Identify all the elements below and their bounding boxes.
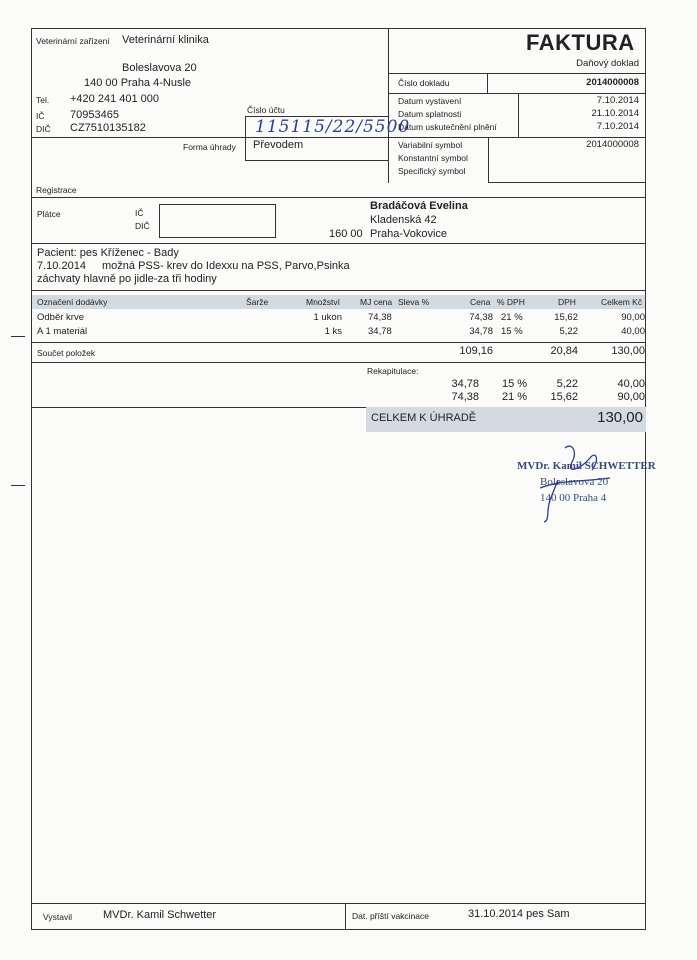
punch-mark: [11, 336, 25, 337]
item-price: 74,38: [469, 312, 493, 323]
supplier-name: Veterinární klinika: [122, 34, 209, 46]
item-total: 90,00: [621, 312, 645, 323]
grand-total-label: CELKEM K ÚHRADĚ: [371, 412, 477, 424]
item-price: 34,78: [469, 326, 493, 337]
const-symbol-label: Konstantní symbol: [398, 153, 468, 163]
item-name: Odběr krve: [37, 312, 84, 323]
line: [388, 93, 646, 94]
patient-line2: možná PSS- krev do Idexxu na PSS, Parvo,Psinka: [102, 260, 350, 272]
recap-vat-pct: 21 %: [502, 391, 528, 403]
payer-street: Kladenská 42: [370, 214, 437, 226]
line: [487, 73, 488, 93]
payment-label: Forma úhrady: [183, 142, 236, 152]
grand-total-value: 130,00: [597, 409, 643, 426]
account-label: Číslo účtu: [247, 105, 285, 115]
recap-total: 90,00: [617, 391, 645, 403]
line: [245, 116, 246, 160]
line: [31, 197, 646, 198]
payment-value: Převodem: [253, 139, 304, 151]
col-name: Označení dodávky: [37, 297, 108, 307]
line: [345, 903, 346, 930]
item-unit-price: 74,38: [368, 312, 392, 323]
account-handwritten: 115115/22/5500: [255, 117, 411, 137]
dic-label: DIČ: [36, 124, 51, 134]
doc-number: 2014000008: [586, 77, 639, 88]
supplier-street: Boleslavova 20: [122, 62, 197, 74]
line: [31, 362, 646, 363]
tel-value: +420 241 401 000: [70, 93, 160, 105]
invoice-title: FAKTURA: [526, 30, 635, 55]
taxable-date: 7.10.2014: [596, 121, 639, 132]
supplier-city: 140 00 Praha 4-Nusle: [84, 77, 192, 89]
recap-total: 40,00: [617, 378, 645, 390]
header-divider: [388, 28, 389, 183]
due-date: 21.10.2014: [591, 108, 639, 119]
issued-by: MVDr. Kamil Schwetter: [103, 909, 217, 921]
payer-city: Praha-Vokovice: [370, 228, 448, 240]
registration-label: Registrace: [36, 185, 77, 195]
col-qty: Množství: [306, 297, 341, 307]
recap-vat: 15,62: [550, 391, 578, 403]
recap-price: 34,78: [451, 378, 479, 390]
line: [388, 73, 646, 74]
item-vat-pct: 21 %: [501, 312, 523, 323]
col-batch: Šarže: [246, 297, 269, 307]
spec-symbol-label: Specifický symbol: [398, 166, 466, 176]
payer-dic-label: DIČ: [135, 221, 150, 231]
col-unit-price: MJ cena: [360, 297, 393, 307]
sum-price: 109,16: [459, 345, 493, 357]
sum-total: 130,00: [611, 345, 645, 357]
payer-id-box: [159, 204, 276, 238]
ic-value: 70953465: [70, 109, 119, 121]
ic-label: IČ: [36, 111, 45, 121]
patient-line1: Pacient: pes Kříženec - Bady: [37, 247, 179, 259]
line: [31, 342, 646, 343]
due-label: Datum splatnosti: [398, 109, 462, 119]
supplier-label: Veterinární zařízení: [36, 36, 110, 46]
item-vat: 15,62: [554, 312, 578, 323]
line: [31, 290, 646, 291]
line: [31, 137, 646, 138]
col-total: Celkem Kč: [601, 297, 643, 307]
dic-value: CZ7510135182: [70, 122, 146, 134]
sum-vat: 20,84: [550, 345, 578, 357]
col-discount: Sleva %: [398, 297, 430, 307]
punch-mark: [11, 485, 25, 486]
recap-label: Rekapitulace:: [367, 366, 419, 376]
var-symbol: 2014000008: [586, 139, 639, 150]
item-vat: 5,22: [559, 326, 578, 337]
item-vat-pct: 15 %: [501, 326, 523, 337]
stamp-line2: Boleslavova 20: [540, 476, 609, 488]
line: [488, 137, 489, 183]
recap-vat-pct: 15 %: [502, 378, 528, 390]
payer-label: Plátce: [37, 209, 61, 219]
col-price: Cena: [470, 297, 491, 307]
item-qty: 1 ks: [324, 326, 342, 337]
issue-label: Datum vystavení: [398, 96, 462, 106]
tel-label: Tel.: [36, 95, 50, 105]
doc-number-label: Číslo dokladu: [398, 78, 450, 88]
next-vacc-label: Dat. příští vakcinace: [352, 911, 430, 921]
line: [488, 182, 646, 183]
item-unit-price: 34,78: [368, 326, 392, 337]
payer-ic-label: IČ: [135, 208, 144, 218]
taxable-label: Datum uskutečnění plnění: [398, 122, 497, 132]
line: [245, 160, 388, 161]
item-name: A 1 materiál: [37, 326, 88, 337]
invoice-subtitle: Daňový doklad: [576, 58, 639, 69]
var-symbol-label: Variabilní symbol: [398, 140, 463, 150]
patient-date: 7.10.2014: [37, 260, 86, 272]
line: [31, 243, 646, 244]
stamp-line1: MVDr. Kamil SCHWETTER: [517, 460, 656, 472]
signature-icon: [520, 440, 630, 525]
issue-date: 7.10.2014: [596, 95, 639, 106]
item-total: 40,00: [621, 326, 645, 337]
next-vacc-value: 31.10.2014 pes Sam: [468, 908, 570, 920]
recap-price: 74,38: [451, 391, 479, 403]
line: [518, 93, 519, 137]
sum-label: Součet položek: [37, 348, 96, 358]
recap-vat: 5,22: [556, 378, 578, 390]
issued-label: Vystavil: [43, 912, 72, 922]
line: [31, 903, 646, 904]
patient-line3: záchvaty hlavně po jidle-za tři hodiny: [37, 273, 217, 285]
stamp-line3: 140 00 Praha 4: [540, 492, 607, 504]
payer-name: Bradáčová Evelina: [370, 200, 468, 212]
col-vat: DPH: [558, 297, 576, 307]
payer-zip: 160 00: [329, 228, 363, 240]
col-vat-pct: % DPH: [497, 297, 525, 307]
item-qty: 1 ukon: [313, 312, 342, 323]
